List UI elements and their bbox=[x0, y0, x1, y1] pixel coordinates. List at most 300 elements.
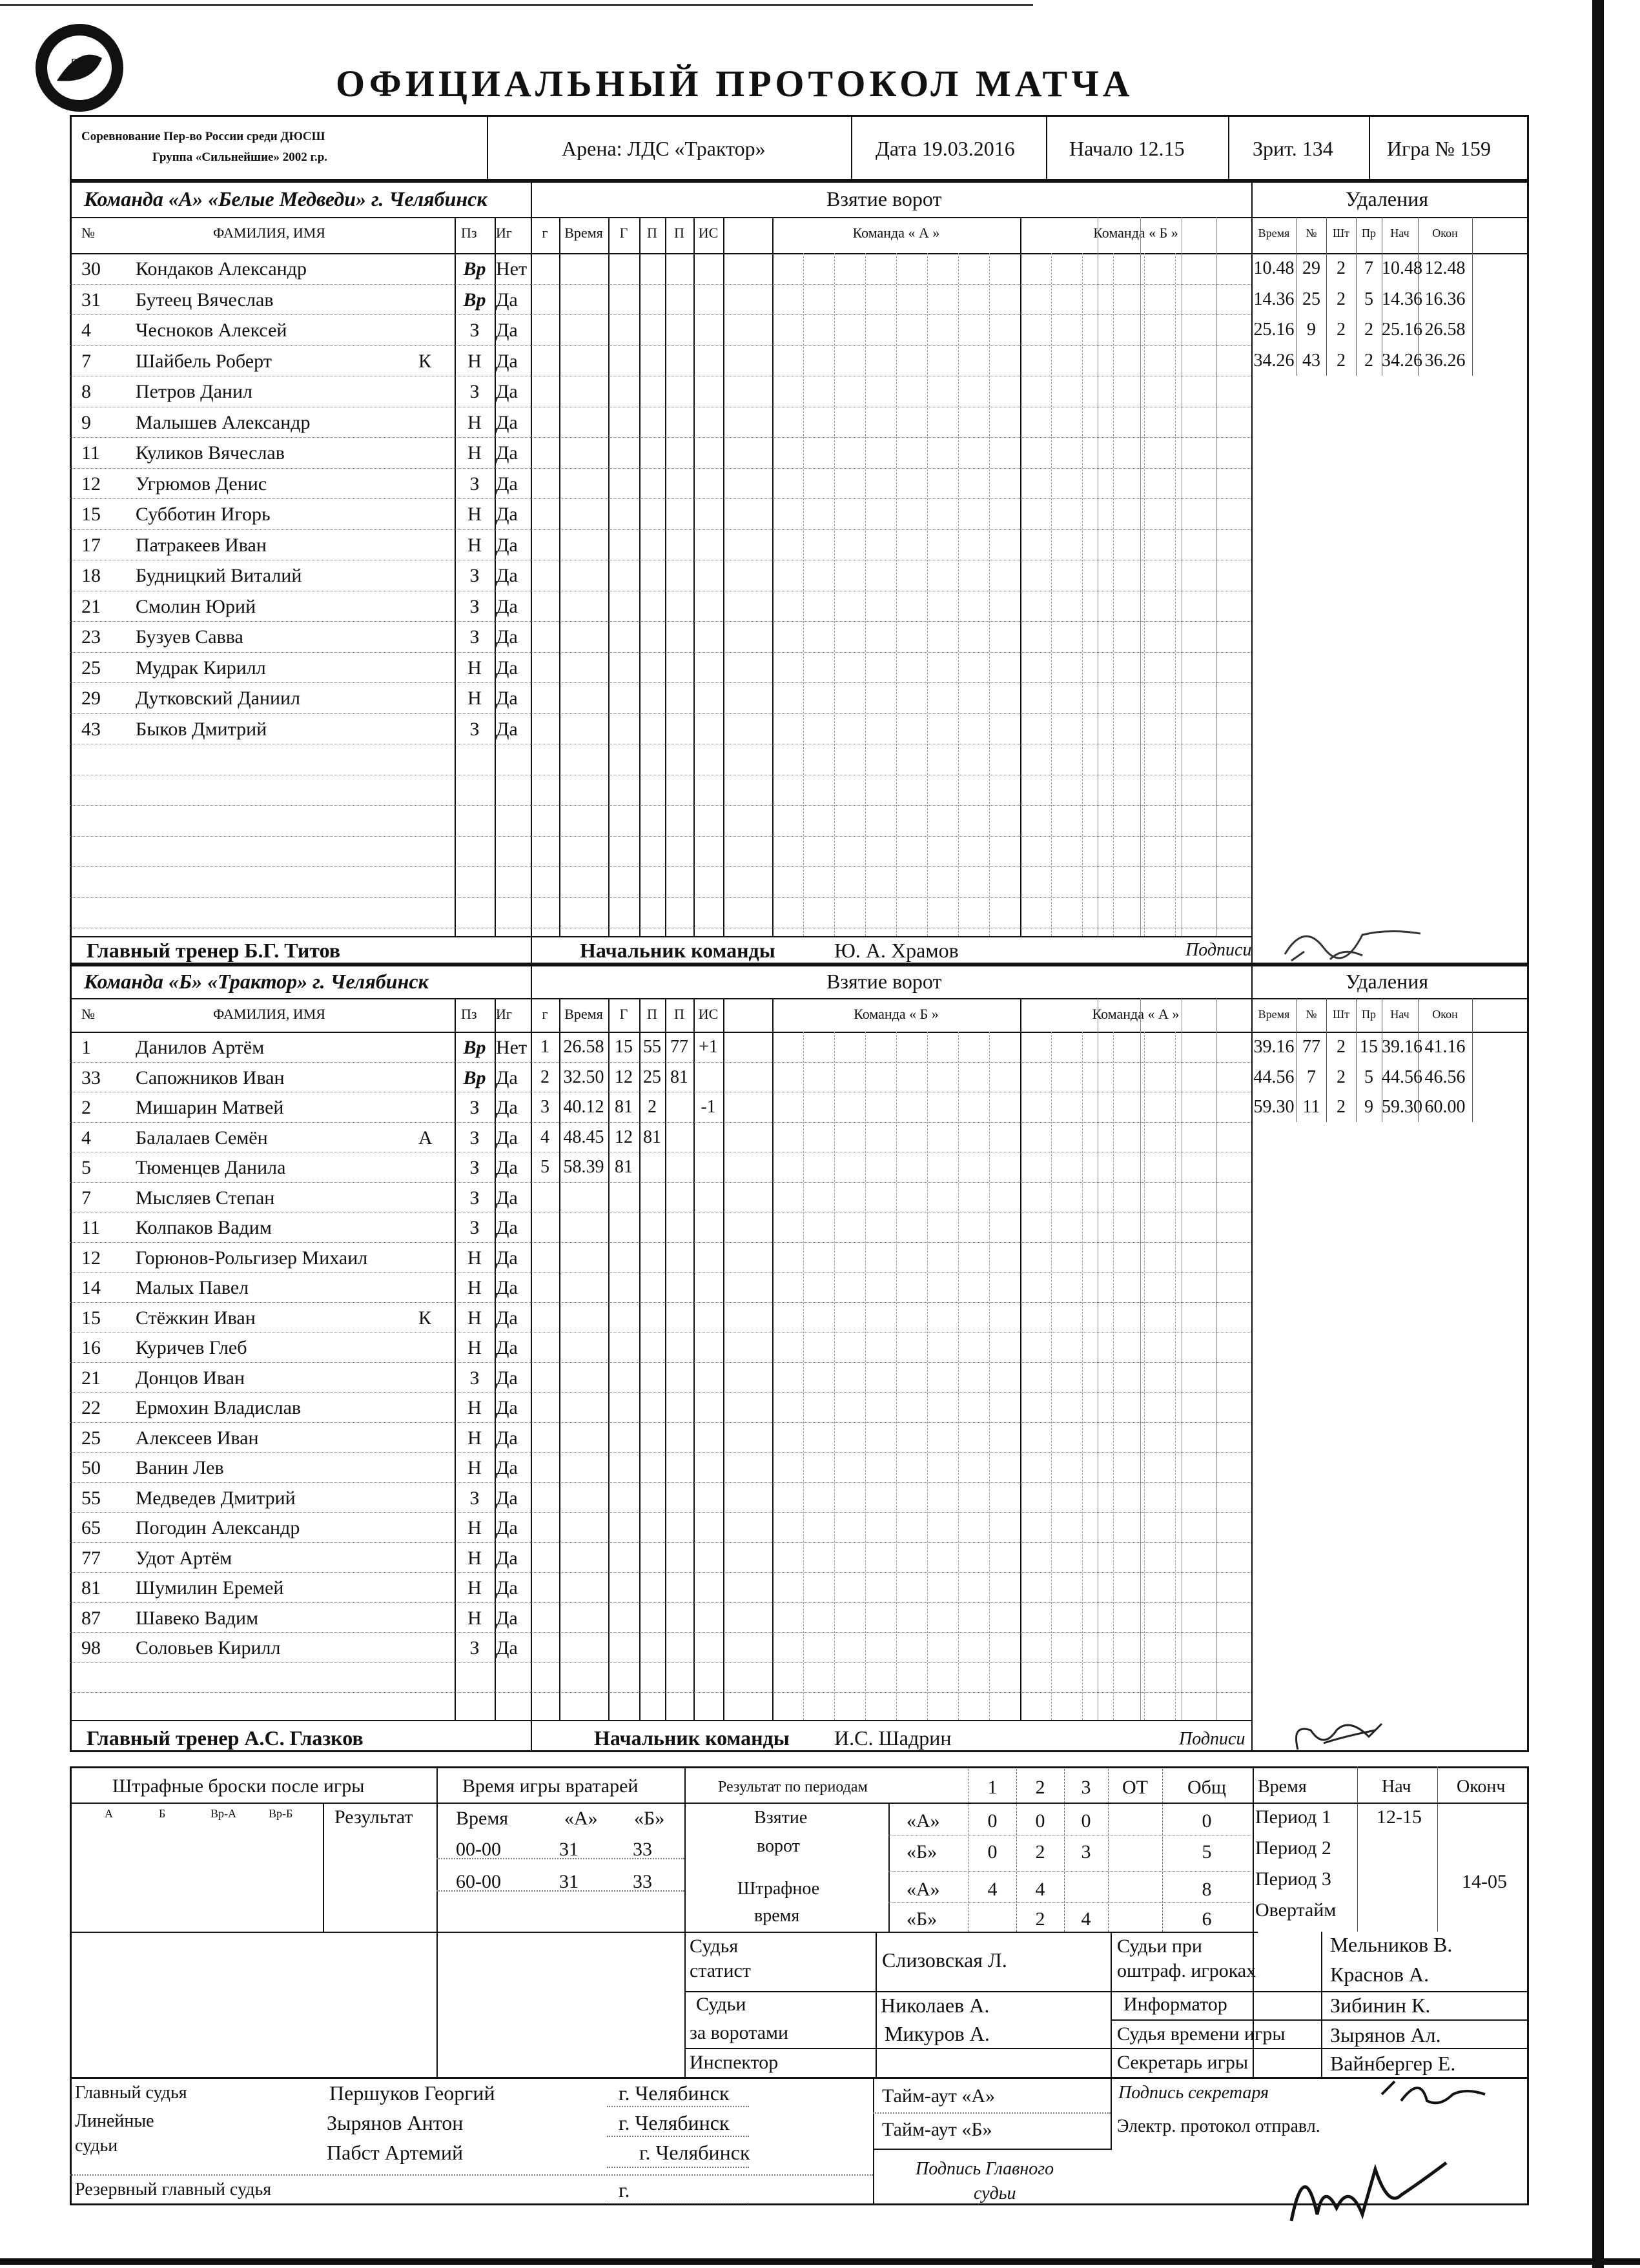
col-pen-time: Время bbox=[1258, 1008, 1290, 1021]
timeout-a: Тайм-аут «А» bbox=[882, 2085, 995, 2107]
goalie-time-r1-b: 33 bbox=[633, 1839, 652, 1860]
linesman-1: Зырянов Антон bbox=[327, 2111, 464, 2134]
col-no: № bbox=[81, 1006, 95, 1022]
col-pen-reason: Пр bbox=[1362, 227, 1376, 240]
row-separator bbox=[70, 1632, 1251, 1633]
player-number: 23 bbox=[81, 626, 101, 648]
time-column-line bbox=[1357, 1766, 1358, 1932]
period-value: 5 bbox=[1202, 1841, 1212, 1863]
player-name: Шумилин Еремей bbox=[136, 1577, 284, 1599]
grid-column-line bbox=[723, 217, 724, 936]
row-separator bbox=[70, 1422, 1251, 1423]
penalty-reason: 2 bbox=[1364, 350, 1373, 371]
period-value: 4 bbox=[987, 1879, 998, 1900]
period-team-label: «А» bbox=[907, 1810, 940, 1832]
shootout-title: Штрафные броски после игры bbox=[112, 1775, 365, 1797]
player-number: 87 bbox=[81, 1607, 101, 1629]
goal-a1: 55 bbox=[643, 1037, 661, 1057]
player-played: Да bbox=[496, 504, 518, 525]
row-separator bbox=[70, 437, 1251, 438]
player-name: Смолин Юрий bbox=[136, 595, 256, 617]
player-played: Да bbox=[496, 1637, 518, 1659]
team-b-manager: И.С. Шадрин bbox=[834, 1726, 952, 1750]
period-team-label: «Б» bbox=[907, 1841, 938, 1863]
row-separator bbox=[70, 836, 1251, 837]
player-number: 50 bbox=[81, 1457, 101, 1478]
period-value: 4 bbox=[1081, 1908, 1091, 1930]
player-name: Горюнов-Рольгизер Михаил bbox=[136, 1247, 368, 1269]
period-label: Овертайм bbox=[1255, 1899, 1337, 1921]
player-name: Шавеко Вадим bbox=[136, 1607, 259, 1629]
main-ref-sig-label-1: Подпись Главного bbox=[916, 2159, 1054, 2179]
penalty-end: 26.58 bbox=[1424, 320, 1466, 340]
col-own-team: Команда « А » bbox=[852, 225, 940, 241]
player-position: Н bbox=[467, 657, 482, 679]
row-separator bbox=[70, 1482, 1251, 1483]
player-position: З bbox=[469, 1487, 480, 1509]
col-goal-a1: П bbox=[647, 225, 657, 241]
player-number: 33 bbox=[81, 1067, 101, 1088]
player-name: Дутковский Даниил bbox=[136, 688, 301, 709]
grid-column-line bbox=[723, 998, 724, 1720]
row-separator bbox=[70, 284, 1251, 285]
player-played: Да bbox=[496, 657, 518, 679]
row-separator bbox=[70, 468, 1251, 469]
period-value: 0 bbox=[1081, 1810, 1091, 1832]
penalty-reason: 15 bbox=[1360, 1037, 1378, 1057]
e-protocol-label: Электр. протокол отправл. bbox=[1117, 2116, 1320, 2136]
secretary-signature-label: Подпись секретаря bbox=[1118, 2083, 1269, 2103]
penalty-start: 14.36 bbox=[1382, 289, 1422, 309]
grid-subcolumn-line bbox=[896, 1032, 897, 1720]
penalty-start: 39.16 bbox=[1382, 1037, 1422, 1057]
player-position: Вр bbox=[463, 1067, 486, 1088]
player-played: Да bbox=[496, 1547, 518, 1569]
penalty-end: 16.36 bbox=[1424, 289, 1466, 309]
row-separator bbox=[70, 1392, 1251, 1393]
goal-g: 15 bbox=[615, 1037, 633, 1057]
svg-text:ЕХЦ: ЕХЦ bbox=[71, 57, 93, 68]
player-name: Кондаков Александр bbox=[136, 258, 307, 280]
penalty-no: 9 bbox=[1307, 320, 1316, 340]
team-a-title: Команда «А» «Белые Медведи» г. Челябинск bbox=[84, 187, 487, 210]
col-goal-situation: ИС bbox=[698, 1006, 719, 1022]
period-label: Период 1 bbox=[1255, 1806, 1331, 1828]
row-separator bbox=[70, 1662, 1251, 1663]
col-goal-goal: Г bbox=[619, 1006, 628, 1022]
player-name: Малых Павел bbox=[136, 1277, 249, 1298]
grid-subcolumn-line bbox=[989, 253, 990, 936]
penalty-end: 12.48 bbox=[1424, 258, 1466, 278]
periods-title: Результат по периодам bbox=[718, 1779, 868, 1795]
team-b-head-coach: Главный тренер А.С. Глазков bbox=[87, 1726, 364, 1750]
period-row-line bbox=[888, 1871, 1251, 1872]
player-position: З bbox=[469, 381, 480, 402]
player-number: 12 bbox=[81, 1247, 101, 1269]
penalty-end: 46.56 bbox=[1424, 1067, 1466, 1087]
goalie-time-col-a: «А» bbox=[564, 1808, 598, 1829]
player-number: 25 bbox=[81, 657, 101, 679]
goal-g: 12 bbox=[615, 1067, 633, 1087]
player-number: 18 bbox=[81, 565, 101, 586]
penalty-reason: 9 bbox=[1364, 1097, 1373, 1117]
player-number: 4 bbox=[81, 320, 91, 341]
grid-subcolumn-line bbox=[1082, 1032, 1083, 1720]
player-name: Донцов Иван bbox=[136, 1367, 245, 1389]
player-number: 1 bbox=[81, 1037, 91, 1058]
grid-subcolumn-line bbox=[1113, 1032, 1114, 1720]
player-position: Н bbox=[467, 504, 482, 525]
player-played: Да bbox=[496, 1187, 518, 1209]
player-position: Вр bbox=[463, 1037, 486, 1058]
period-column-line bbox=[1108, 1769, 1109, 1932]
grid-subcolumn-line bbox=[1175, 253, 1176, 936]
period-col: 2 bbox=[1035, 1777, 1045, 1798]
penbox-label-2: оштраф. игроках bbox=[1117, 1960, 1256, 1981]
player-played: Да bbox=[496, 1457, 518, 1478]
goalie-time-r1-time: 00-00 bbox=[456, 1839, 501, 1860]
player-position: Н bbox=[467, 1427, 482, 1449]
goalie-time-r2-a: 31 bbox=[559, 1871, 579, 1892]
player-position: З bbox=[469, 595, 480, 617]
goal-a1: 81 bbox=[643, 1127, 661, 1147]
penalty-time: 14.36 bbox=[1253, 289, 1295, 309]
goal-judge-2: Микуров А. bbox=[885, 2022, 990, 2045]
period-col: Общ bbox=[1187, 1777, 1227, 1798]
player-position: Н bbox=[467, 1517, 482, 1538]
team-a-goals-header: Взятие ворот bbox=[826, 187, 942, 210]
scan-bottom-bar bbox=[0, 2258, 1640, 2265]
team-b-signature bbox=[1285, 1711, 1414, 1756]
penalty-min: 2 bbox=[1337, 1037, 1346, 1057]
player-played: Да bbox=[496, 289, 518, 311]
col-name: ФАМИЛИЯ, ИМЯ bbox=[213, 1006, 325, 1022]
goal-time: 40.12 bbox=[563, 1097, 604, 1117]
row-separator bbox=[70, 1452, 1251, 1453]
player-name: Куликов Вячеслав bbox=[136, 442, 285, 464]
captain-mark: А bbox=[418, 1127, 433, 1149]
goal-n: 2 bbox=[540, 1067, 549, 1087]
row-separator bbox=[70, 314, 1251, 315]
goal-g: 81 bbox=[615, 1097, 633, 1117]
period-value: 8 bbox=[1202, 1879, 1212, 1900]
row-separator bbox=[70, 1332, 1251, 1333]
penalty-reason: 5 bbox=[1364, 1067, 1373, 1087]
player-played: Да bbox=[496, 1577, 518, 1599]
player-position: З bbox=[469, 1127, 480, 1149]
player-played: Да bbox=[496, 320, 518, 341]
linesman-1-city: г. Челябинск bbox=[619, 2111, 730, 2134]
start-time: Начало 12.15 bbox=[1069, 137, 1185, 160]
player-played: Да bbox=[496, 718, 518, 740]
player-number: 43 bbox=[81, 718, 101, 740]
player-played: Нет bbox=[496, 258, 528, 280]
grid-subcolumn-line bbox=[865, 1032, 866, 1720]
team-a-signature bbox=[1266, 909, 1459, 963]
player-position: Н bbox=[467, 1607, 482, 1629]
stat-label-2: статист bbox=[690, 1960, 751, 1981]
player-played: Да bbox=[496, 473, 518, 495]
period-team-label: «Б» bbox=[907, 1908, 938, 1930]
reserve-referee-city: г. bbox=[619, 2178, 630, 2202]
period-start: 12-15 bbox=[1377, 1806, 1422, 1828]
player-number: 22 bbox=[81, 1397, 101, 1418]
player-name: Субботин Игорь bbox=[136, 504, 271, 525]
player-played: Да bbox=[496, 1517, 518, 1538]
player-played: Да bbox=[496, 381, 518, 402]
penalty-min: 2 bbox=[1337, 320, 1346, 340]
player-position: Н bbox=[467, 411, 482, 433]
player-played: Да bbox=[496, 1067, 518, 1088]
player-played: Да bbox=[496, 565, 518, 586]
shootout-col-b: Б bbox=[159, 1807, 166, 1820]
col-pen-reason: Пр bbox=[1362, 1008, 1376, 1021]
player-played: Да bbox=[496, 350, 518, 372]
team-b-manager-label: Начальник команды bbox=[594, 1726, 790, 1750]
player-number: 14 bbox=[81, 1277, 101, 1298]
player-played: Да bbox=[496, 1097, 518, 1118]
col-goal-a1: П bbox=[647, 1006, 657, 1022]
penbox-judge-2: Краснов А. bbox=[1330, 1963, 1430, 1986]
match-date: Дата 19.03.2016 bbox=[876, 137, 1015, 160]
period-value: 2 bbox=[1035, 1841, 1045, 1863]
col-no: № bbox=[81, 225, 95, 241]
player-played: Да bbox=[496, 688, 518, 709]
goal-a2: 77 bbox=[670, 1037, 688, 1057]
grid-column-line bbox=[559, 217, 560, 936]
player-name: Куричев Глеб bbox=[136, 1337, 247, 1358]
goal-a2: 81 bbox=[670, 1067, 688, 1087]
period-label: Период 2 bbox=[1255, 1837, 1331, 1859]
col-goal-goal: Г bbox=[619, 225, 628, 241]
player-position: З bbox=[469, 1367, 480, 1389]
penalty-reason: 5 bbox=[1364, 289, 1373, 309]
player-played: Да bbox=[496, 1307, 518, 1329]
player-position: З bbox=[469, 626, 480, 648]
player-position: З bbox=[469, 718, 480, 740]
player-number: 17 bbox=[81, 534, 101, 556]
reserve-referee-label: Резервный главный судья bbox=[75, 2180, 272, 2200]
player-name: Патракеев Иван bbox=[136, 534, 267, 556]
team-b-goals-header: Взятие ворот bbox=[826, 970, 942, 993]
goal-n: 3 bbox=[540, 1097, 549, 1117]
player-position: Вр bbox=[463, 289, 486, 311]
player-name: Малышев Александр bbox=[136, 411, 311, 433]
grid-column-line bbox=[772, 998, 774, 1720]
player-played: Да bbox=[496, 1367, 518, 1389]
player-played: Да bbox=[496, 442, 518, 464]
period-value: 0 bbox=[1035, 1810, 1045, 1832]
player-number: 21 bbox=[81, 595, 101, 617]
player-played: Да bbox=[496, 1247, 518, 1269]
grid-subcolumn-line bbox=[927, 253, 928, 936]
period-value: 0 bbox=[987, 1841, 998, 1863]
penalty-start: 10.48 bbox=[1382, 258, 1422, 278]
team-a-head-coach: Главный тренер Б.Г. Титов bbox=[87, 939, 341, 962]
goalie-time-r2-b: 33 bbox=[633, 1871, 652, 1892]
penalty-no: 25 bbox=[1302, 289, 1320, 309]
col-pen-end: Окон bbox=[1432, 227, 1458, 240]
period-end: 14-05 bbox=[1462, 1871, 1507, 1892]
top-rule bbox=[0, 4, 1033, 6]
player-played: Да bbox=[496, 534, 518, 556]
grid-subcolumn-line bbox=[803, 1032, 804, 1720]
player-name: Угрюмов Денис bbox=[136, 473, 267, 495]
player-position: Н bbox=[467, 1337, 482, 1358]
player-number: 25 bbox=[81, 1427, 101, 1449]
period-col: 1 bbox=[987, 1777, 998, 1798]
shootout-result-label: Результат bbox=[334, 1806, 413, 1828]
grid-column-line bbox=[665, 217, 666, 936]
col-other-team: Команда « Б » bbox=[1093, 225, 1178, 241]
grid-column-line bbox=[1020, 998, 1021, 1720]
row-separator bbox=[70, 1362, 1251, 1363]
player-played: Да bbox=[496, 1217, 518, 1238]
team-a-manager-label: Начальник команды bbox=[580, 939, 775, 962]
penbox-label-1: Судьи при bbox=[1117, 1936, 1202, 1957]
goalie-time-col-b: «Б» bbox=[634, 1808, 665, 1829]
col-goal-time: Время bbox=[564, 225, 603, 241]
penalty-time: 34.26 bbox=[1253, 350, 1295, 371]
goal-n: 1 bbox=[540, 1037, 549, 1057]
grid-column-line bbox=[608, 217, 610, 936]
penalty-reason: 2 bbox=[1364, 320, 1373, 340]
inspector-label: Инспектор bbox=[690, 2052, 779, 2073]
period-row-line bbox=[888, 1902, 1251, 1903]
col-pos: Пз bbox=[461, 1006, 477, 1022]
penalty-no: 77 bbox=[1302, 1037, 1320, 1057]
grid-subcolumn-line bbox=[865, 253, 866, 936]
player-number: 29 bbox=[81, 688, 101, 709]
grid-column-line bbox=[1140, 998, 1141, 1720]
goalie-time-r1-a: 31 bbox=[559, 1839, 579, 1860]
secretary-signature bbox=[1375, 2075, 1504, 2114]
penalty-no: 11 bbox=[1302, 1097, 1320, 1117]
col-own-team: Команда « Б » bbox=[854, 1006, 939, 1022]
player-name: Тюменцев Данила bbox=[136, 1157, 286, 1178]
arena: Арена: ЛДС «Трактор» bbox=[562, 137, 766, 160]
player-name: Стёжкин Иван bbox=[136, 1307, 256, 1329]
row-separator bbox=[70, 897, 1251, 898]
player-number: 77 bbox=[81, 1547, 101, 1569]
player-number: 81 bbox=[81, 1577, 101, 1599]
penalty-time: 10.48 bbox=[1253, 258, 1295, 278]
goal-sit: +1 bbox=[699, 1037, 718, 1057]
player-name: Петров Данил bbox=[136, 381, 252, 402]
goal-a1: 2 bbox=[648, 1097, 657, 1117]
player-name: Медведев Дмитрий bbox=[136, 1487, 296, 1509]
player-name: Балалаев Семён bbox=[136, 1127, 268, 1149]
period-col: 3 bbox=[1081, 1777, 1091, 1798]
linesmen-label-2: судьи bbox=[75, 2136, 118, 2156]
player-position: З bbox=[469, 473, 480, 495]
goal-time: 26.58 bbox=[563, 1037, 604, 1057]
period-value: 4 bbox=[1035, 1879, 1045, 1900]
game-number: Игра № 159 bbox=[1387, 137, 1491, 160]
captain-mark: К bbox=[418, 350, 432, 372]
player-number: 21 bbox=[81, 1367, 101, 1389]
player-name: Бутеец Вячеслав bbox=[136, 289, 274, 311]
grid-subcolumn-line bbox=[1051, 1032, 1052, 1720]
team-a-penalties-header: Удаления bbox=[1346, 187, 1429, 210]
player-number: 65 bbox=[81, 1517, 101, 1538]
secretary: Вайнбергер Е. bbox=[1330, 2052, 1456, 2075]
player-name: Бузуев Савва bbox=[136, 626, 243, 648]
player-position: Вр bbox=[463, 258, 486, 280]
period-value: 0 bbox=[1202, 1810, 1212, 1832]
goal-judges-label-2: за воротами bbox=[690, 2022, 789, 2043]
penalty-end: 41.16 bbox=[1424, 1037, 1466, 1057]
time-col: Время bbox=[1258, 1777, 1307, 1797]
row-separator bbox=[70, 1572, 1251, 1573]
penalty-no: 29 bbox=[1302, 258, 1320, 278]
row-separator bbox=[70, 652, 1251, 653]
row-separator bbox=[70, 1692, 1251, 1693]
player-name: Будницкий Виталий bbox=[136, 565, 302, 586]
player-number: 7 bbox=[81, 350, 91, 372]
grid-column-line bbox=[693, 217, 695, 936]
player-position: Н bbox=[467, 1397, 482, 1418]
col-played: Иг bbox=[496, 225, 512, 241]
player-position: Н bbox=[467, 688, 482, 709]
timekeeper: Зырянов Ал. bbox=[1330, 2023, 1441, 2047]
row-separator bbox=[70, 1122, 1251, 1123]
row-separator bbox=[70, 866, 1251, 867]
main-referee: Першуков Георгий bbox=[329, 2081, 495, 2105]
player-name: Колпаков Вадим bbox=[136, 1217, 272, 1238]
row-separator bbox=[70, 1182, 1251, 1183]
penalty-time: 59.30 bbox=[1253, 1097, 1295, 1117]
player-played: Да bbox=[496, 1607, 518, 1629]
player-name: Чесноков Алексей bbox=[136, 320, 287, 341]
goalie-time-title: Время игры вратарей bbox=[462, 1775, 639, 1797]
player-number: 98 bbox=[81, 1637, 101, 1659]
goal-judge-1: Николаев А. bbox=[881, 1994, 990, 2017]
row-separator bbox=[70, 713, 1251, 714]
player-number: 4 bbox=[81, 1127, 91, 1149]
col-pen-time: Время bbox=[1258, 227, 1290, 240]
player-name: Данилов Артём bbox=[136, 1037, 265, 1058]
player-position: Н bbox=[467, 1547, 482, 1569]
secretary-label: Секретарь игры bbox=[1117, 2052, 1249, 2073]
penalty-no: 7 bbox=[1307, 1067, 1316, 1087]
player-number: 55 bbox=[81, 1487, 101, 1509]
grid-subcolumn-line bbox=[1144, 253, 1145, 936]
grid-subcolumn-line bbox=[1082, 253, 1083, 936]
player-played: Да bbox=[496, 1277, 518, 1298]
goal-n: 5 bbox=[540, 1157, 549, 1177]
penalty-start: 25.16 bbox=[1382, 320, 1422, 340]
grid-column-line bbox=[665, 998, 666, 1720]
penalty-min: 2 bbox=[1337, 1067, 1346, 1087]
stat-label-1: Судья bbox=[690, 1936, 739, 1957]
grid-subcolumn-line bbox=[989, 1032, 990, 1720]
row-separator bbox=[70, 682, 1251, 683]
penalty-min: 2 bbox=[1337, 289, 1346, 309]
player-position: З bbox=[469, 1217, 480, 1238]
period-col: ОТ bbox=[1122, 1777, 1148, 1798]
main-referee-city: г. Челябинск bbox=[619, 2081, 730, 2105]
player-name: Соловьев Кирилл bbox=[136, 1637, 281, 1659]
col-pen-end: Окон bbox=[1432, 1008, 1458, 1021]
grid-column-line bbox=[639, 217, 641, 936]
grid-subcolumn-line bbox=[927, 1032, 928, 1720]
player-number: 8 bbox=[81, 381, 91, 402]
player-position: Н bbox=[467, 1577, 482, 1599]
shootout-col-gk-b: Вр-Б bbox=[269, 1807, 293, 1820]
col-pen-no: № bbox=[1306, 1008, 1317, 1021]
linesmen-label-1: Линейные bbox=[75, 2111, 154, 2131]
